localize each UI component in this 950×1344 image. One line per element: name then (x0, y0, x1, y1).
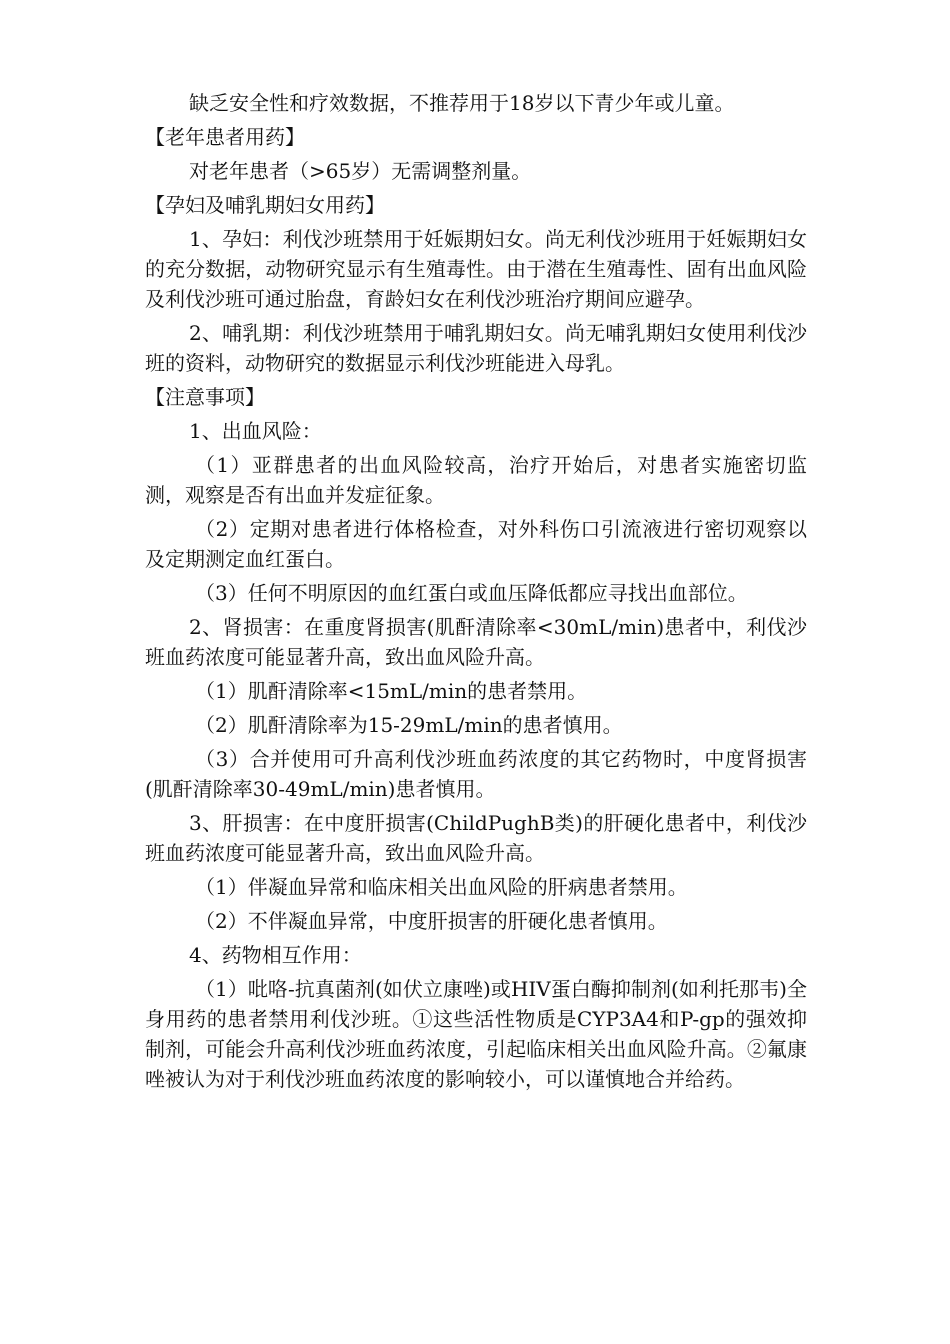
paragraph-renal-2: （2）肌酐清除率为15-29mL/min的患者慎用。 (195, 713, 623, 737)
paragraph-hepatic: 3、肝损害：在中度肝损害(ChildPughB类)的肝硬化患者中，利伐沙班血药浓度可能显著升高，致出血风险升高。 (145, 811, 807, 865)
paragraph-bleeding-2: （2）定期对患者进行体格检查，对外科伤口引流液进行密切观察以及定期测定血红蛋白。 (145, 517, 807, 571)
heading-elderly: 【老年患者用药】 (145, 125, 305, 149)
paragraph-pediatric: 缺乏安全性和疗效数据，不推荐用于18岁以下青少年或儿童。 (189, 91, 735, 115)
paragraph-hepatic-2: （2）不伴凝血异常，中度肝损害的肝硬化患者慎用。 (195, 909, 668, 933)
paragraph-interactions-1: （1）吡咯-抗真菌剂(如伏立康唑)或HIV蛋白酶抑制剂(如利托那韦)全身用药的患者禁用利伐沙班。①这些活性物质是CYP3A4和P-gp的强效抑制剂，可能会升高利伐沙班血药浓度，引起临床相关出血风险升高。②氟康唑被认为对于利伐沙班血药浓度的影响较小，可以谨慎地合并给药。 (145, 977, 807, 1091)
paragraph-bleeding-3: （3）任何不明原因的血红蛋白或血压降低都应寻找出血部位。 (195, 581, 748, 605)
paragraph-renal-3: （3）合并使用可升高利伐沙班血药浓度的其它药物时，中度肾损害(肌酐清除率30-49mL/min)患者慎用。 (145, 747, 807, 801)
heading-precautions: 【注意事项】 (145, 385, 265, 409)
paragraph-bleeding-1: （1）亚群患者的出血风险较高，治疗开始后，对患者实施密切监测，观察是否有出血并发症征象。 (145, 453, 807, 507)
paragraph-elderly: 对老年患者（>65岁）无需调整剂量。 (189, 159, 532, 183)
paragraph-bleeding-risk: 1、出血风险： (189, 419, 322, 443)
paragraph-lactation: 2、哺乳期：利伐沙班禁用于哺乳期妇女。尚无哺乳期妇女使用利伐沙班的资料，动物研究的数据显示利伐沙班能进入母乳。 (145, 321, 807, 375)
paragraph-renal-1: （1）肌酐清除率<15mL/min的患者禁用。 (195, 679, 588, 703)
paragraph-hepatic-1: （1）伴凝血异常和临床相关出血风险的肝病患者禁用。 (195, 875, 688, 899)
paragraph-interactions: 4、药物相互作用： (189, 943, 362, 967)
heading-pregnancy: 【孕妇及哺乳期妇女用药】 (145, 193, 385, 217)
paragraph-pregnancy: 1、孕妇：利伐沙班禁用于妊娠期妇女。尚无利伐沙班用于妊娠期妇女的充分数据，动物研究显示有生殖毒性。由于潜在生殖毒性、固有出血风险及利伐沙班可通过胎盘，育龄妇女在利伐沙班治疗期间应避孕。 (145, 227, 807, 311)
paragraph-renal: 2、肾损害：在重度肾损害(肌酐清除率<30mL/min)患者中，利伐沙班血药浓度可能显著升高，致出血风险升高。 (145, 615, 807, 669)
document-page (145, 88, 807, 1098)
